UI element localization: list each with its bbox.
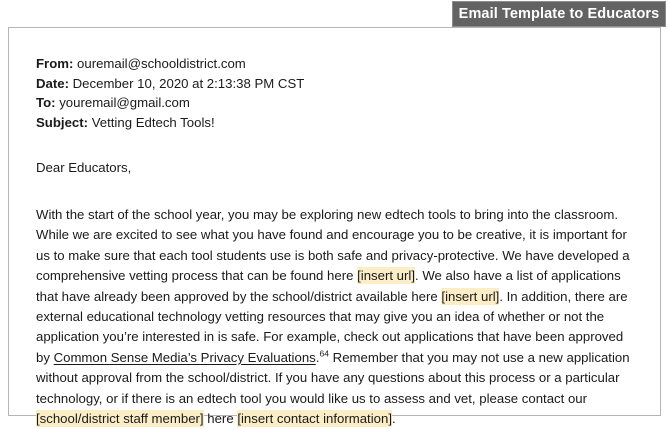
body-segment-6: here <box>203 411 238 427</box>
email-body-paragraph <box>36 205 634 429</box>
email-field-from <box>36 54 634 74</box>
body-segment-3: . In addition, there are external educational technology vetting resources that may give you an idea of whether or not the application you’re interested in is safe. For example, check out applications that have been approved by <box>36 288 628 365</box>
email-header-fields <box>36 54 634 132</box>
document-title-banner <box>452 1 666 27</box>
body-segment-2: . We also have a list of applications that have already been approved by the school/district available here <box>36 268 621 304</box>
email-field-subject-value: Vetting Edtech Tools! <box>91 114 215 130</box>
email-field-from-separator: : <box>68 56 78 71</box>
common-sense-media-privacy-evaluations-link[interactable]: Common Sense Media’s Privacy Evaluations <box>53 349 316 365</box>
email-field-to-label: To <box>36 95 52 110</box>
footnote-marker-64: 64 <box>319 348 329 359</box>
email-field-from-label: From <box>36 56 69 71</box>
email-salutation: Dear Educators, <box>36 160 132 175</box>
email-template-card <box>8 27 661 427</box>
email-field-subject-separator: : <box>83 114 92 130</box>
banner-row <box>0 0 669 28</box>
email-field-subject <box>36 113 634 133</box>
placeholder-insert-url-2[interactable]: [insert url] <box>441 288 500 304</box>
placeholder-staff-member[interactable]: [school/district staff member] <box>36 411 204 427</box>
email-field-date <box>36 74 634 94</box>
body-segment-5: Remember that you may not use a new application without approval from the school/district. If you have any questions about this process or a particular technology, or if there is an edtech tool you would like us to assess and vet, please contact our <box>36 349 630 406</box>
body-segment-4: . <box>315 349 320 365</box>
banner-title: Email Template to Educators <box>458 6 660 22</box>
email-field-subject-label: Subject <box>36 114 84 130</box>
email-field-date-label: Date <box>36 75 65 91</box>
email-field-to-separator: : <box>51 95 60 110</box>
body-segment-7: . <box>392 411 396 427</box>
email-field-to <box>36 93 634 113</box>
email-field-date-separator: : <box>64 75 73 91</box>
placeholder-insert-url-1[interactable]: [insert url] <box>357 268 415 284</box>
body-segment-1: With the start of the school year, you may be exploring new edtech tools to bring into the classroom. While we are excited to see what you have found and encourage you to be creative, it is important for us to make sure that each tool students use is both safe and privacy-protective. We have developed a comprehensive vetting process that can be found here <box>36 207 630 284</box>
email-field-date-value: December 10, 2020 at 2:13:38 PM CST <box>72 75 305 91</box>
email-field-to-value: youremail@gmail.com <box>59 95 190 110</box>
placeholder-contact-information[interactable]: [insert contact information] <box>237 411 392 427</box>
email-field-from-value: ouremail@schooldistrict.com <box>77 56 246 71</box>
